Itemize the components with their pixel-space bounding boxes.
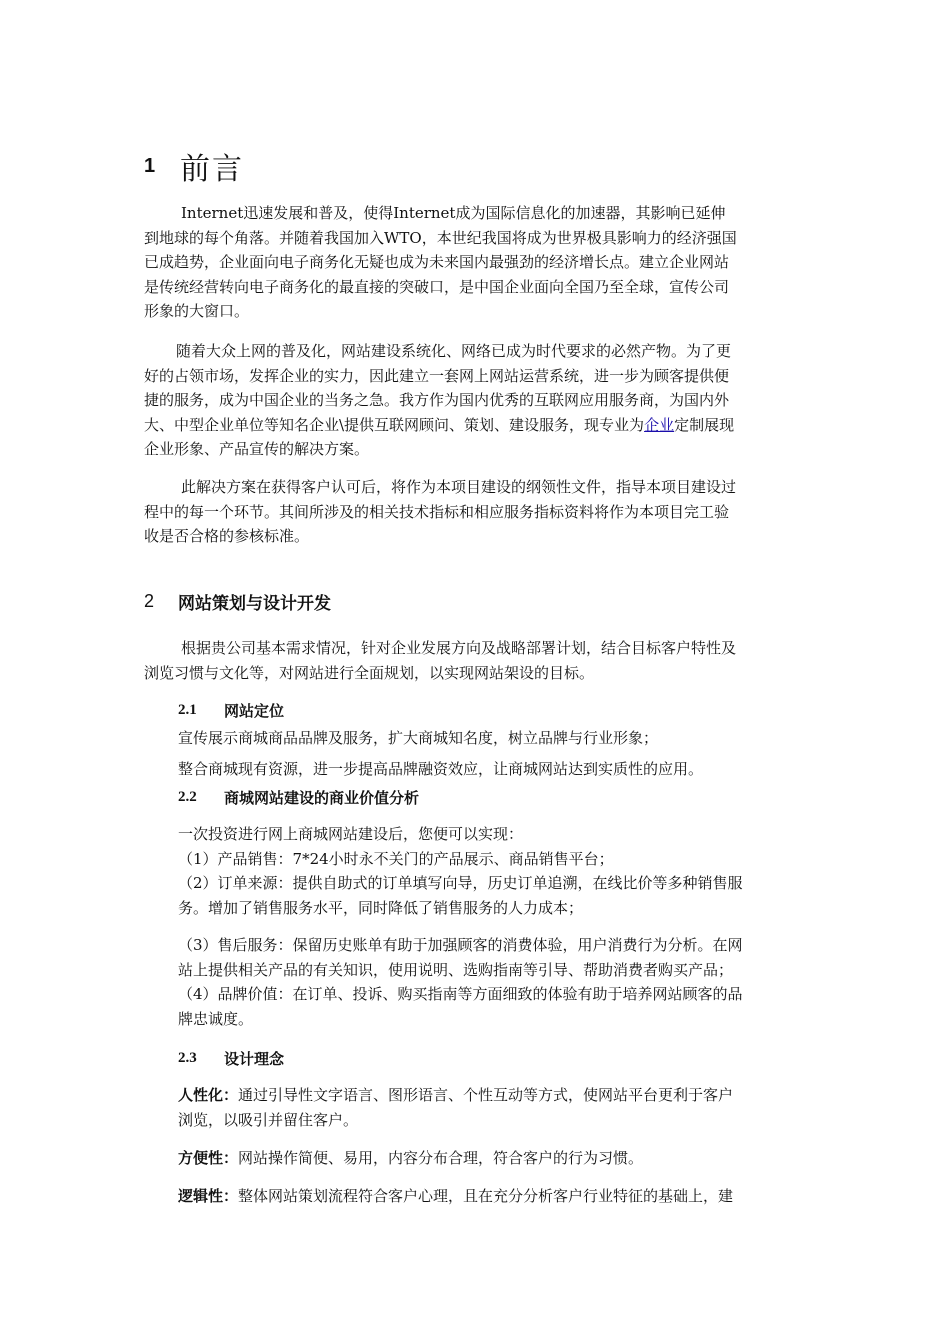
text-line: 站上提供相关产品的有关知识，使用说明、选购指南等引导、帮助消费者购买产品； — [178, 960, 734, 979]
subsection-number: 2.1 — [178, 701, 197, 718]
list-item: （4）品牌价值：在订单、投诉、购买指南等方面细致的体验有助于培养网站顾客的品 — [178, 985, 743, 1003]
text-line — [178, 1146, 806, 1171]
text-line: 是传统经营转向电子商务化的最直接的突破口，是中国企业面向全国乃至全球，宣传公司 — [144, 277, 730, 296]
positioning-text — [178, 723, 806, 785]
subsection-2-1-heading — [178, 699, 284, 721]
text-fragment: 通过引导性文字语言、图形语言、个性互动等方式，使网站平台更利于客户 — [238, 1086, 734, 1104]
paragraph-popularization — [144, 339, 806, 462]
paragraph-intro — [144, 201, 806, 324]
text-line: 到地球的每个角落。并随着我国加入WTO，本世纪我国将成为世界极具影响力的经济强国 — [144, 228, 737, 247]
list-item: （1）产品销售：7*24小时永不关门的产品展示、商品销售平台； — [178, 849, 614, 868]
subsection-number: 2.3 — [178, 1049, 197, 1066]
text-line: 整合商城现有资源，进一步提高品牌融资效应，让商城网站达到实质性的应用。 — [178, 760, 704, 778]
term-label: 逻辑性： — [178, 1187, 239, 1205]
term-label: 方便性： — [178, 1149, 239, 1167]
text-fragment: 整体网站策划流程符合客户心理，且在充分分析客户行业特征的基础上，建 — [238, 1187, 734, 1205]
text-line: 程中的每一个环节。其间所涉及的相关技术指标和相应服务指标资料将作为本项目完工验 — [144, 502, 730, 521]
section-number: 2 — [144, 590, 155, 611]
text-line: 根据贵公司基本需求情况，针对企业发展方向及战略部署计划，结合目标客户特性及 — [181, 639, 737, 657]
design-logic — [178, 1184, 806, 1209]
text-line — [178, 1083, 806, 1108]
subsection-2-3-heading — [178, 1047, 284, 1069]
design-humanize — [178, 1083, 806, 1132]
list-item: （2）订单来源：提供自助式的订单填写向导，历史订单追溯，在线比价等多种销售服 — [178, 874, 743, 892]
subsection-title: 设计理念 — [224, 1049, 285, 1068]
text-fragment: 大、中型企业单位等知名企业\提供互联网顾问、策划、建设服务，现专业为 — [144, 415, 645, 434]
design-convenience — [178, 1146, 806, 1171]
text-line: 浏览习惯与文化等，对网站进行全面规划，以实现网站架设的目标。 — [144, 663, 595, 682]
text-line: 收是否合格的参核标准。 — [144, 527, 310, 545]
subsection-title: 网站定位 — [224, 701, 285, 720]
text-line-with-link — [144, 413, 806, 438]
section-title: 前言 — [180, 152, 244, 187]
subsection-title: 商城网站建设的商业价值分析 — [224, 788, 420, 807]
enterprise-link[interactable]: 企业 — [644, 415, 675, 434]
text-line: 企业形象、产品宣传的解决方案。 — [144, 440, 370, 458]
text-line: 随着大众上网的普及化，网站建设系统化、网络已成为时代要求的必然产物。为了更 — [176, 342, 732, 360]
section-number: 1 — [144, 154, 156, 177]
text-line: Internet迅速发展和普及，使得Internet成为国际信息化的加速器，其影响已延伸 — [181, 204, 726, 222]
business-value-list-b — [178, 933, 806, 1031]
text-line: 宣传展示商城商品品牌及服务，扩大商城知名度，树立品牌与行业形象； — [178, 729, 659, 747]
section-2-heading — [144, 588, 331, 614]
section-1-heading — [144, 146, 244, 186]
business-value-list-a — [178, 822, 806, 920]
text-line: 务。增加了销售服务水平，同时降低了销售服务的人力成本； — [178, 898, 584, 917]
text-line: 形象的大窗口。 — [144, 302, 250, 320]
text-line: 好的占领市场，发挥企业的实力，因此建立一套网上网站运营系统，进一步为顾客提供便 — [144, 366, 730, 385]
text-line: 已成趋势，企业面向电子商务化无疑也成为未来国内最强劲的经济增长点。建立企业网站 — [144, 253, 730, 271]
text-line: 浏览，以吸引并留住客户。 — [178, 1110, 359, 1129]
text-line: 一次投资进行网上商城网站建设后，您便可以实现： — [178, 825, 524, 843]
text-line: 此解决方案在获得客户认可后，将作为本项目建设的纲领性文件，指导本项目建设过 — [181, 478, 737, 496]
list-item: （3）售后服务：保留历史账单有助于加强顾客的消费体验，用户消费行为分析。在网 — [178, 936, 743, 954]
subsection-2-2-heading — [178, 786, 419, 808]
text-fragment: 网站操作简便、易用，内容分布合理，符合客户的行为习惯。 — [238, 1149, 644, 1167]
paragraph-solution — [144, 475, 806, 549]
subsection-number: 2.2 — [178, 788, 197, 805]
text-line: 牌忠诚度。 — [178, 1009, 254, 1028]
text-line — [178, 1184, 806, 1209]
paragraph-planning-intro — [144, 636, 806, 685]
term-label: 人性化： — [178, 1086, 239, 1104]
section-title: 网站策划与设计开发 — [178, 593, 331, 614]
text-line: 捷的服务，成为中国企业的当务之急。我方作为国内优秀的互联网应用服务商，为国内外 — [144, 391, 730, 409]
text-fragment: 定制展现 — [674, 415, 735, 434]
